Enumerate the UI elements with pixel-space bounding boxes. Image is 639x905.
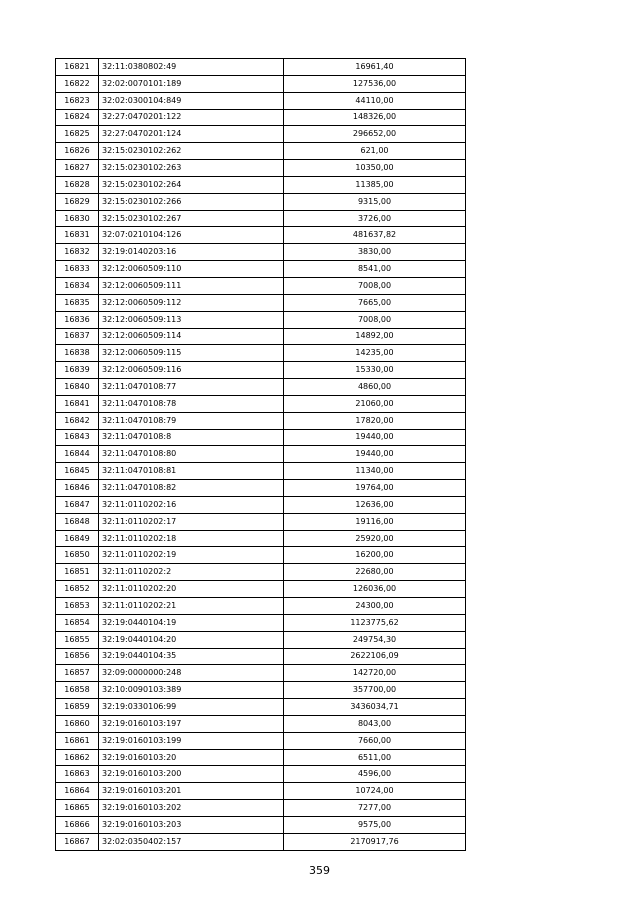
table-row — [56, 261, 466, 278]
value-cell: 22680,00 — [284, 564, 466, 581]
row-number-cell: 16830 — [56, 210, 99, 227]
cadastral-number-cell: 32:19:0440104:20 — [99, 631, 284, 648]
table-row — [56, 294, 466, 311]
value-cell: 16200,00 — [284, 547, 466, 564]
table-row — [56, 109, 466, 126]
cadastral-number-cell: 32:19:0160103:200 — [99, 766, 284, 783]
value-cell: 4596,00 — [284, 766, 466, 783]
value-cell: 24300,00 — [284, 598, 466, 615]
table-row — [56, 715, 466, 732]
value-cell: 19440,00 — [284, 429, 466, 446]
row-number-cell: 16829 — [56, 193, 99, 210]
value-cell: 621,00 — [284, 143, 466, 160]
table-row — [56, 530, 466, 547]
cadastral-number-cell: 32:11:0470108:77 — [99, 379, 284, 396]
row-number-cell: 16848 — [56, 513, 99, 530]
table-row — [56, 581, 466, 598]
table-row — [56, 598, 466, 615]
table-row — [56, 480, 466, 497]
cadastral-number-cell: 32:12:0060509:114 — [99, 328, 284, 345]
table-row — [56, 412, 466, 429]
cadastral-number-cell: 32:19:0330106:99 — [99, 699, 284, 716]
row-number-cell: 16843 — [56, 429, 99, 446]
value-cell: 25920,00 — [284, 530, 466, 547]
cadastral-number-cell: 32:12:0060509:115 — [99, 345, 284, 362]
cadastral-number-cell: 32:12:0060509:112 — [99, 294, 284, 311]
cadastral-number-cell: 32:19:0160103:20 — [99, 749, 284, 766]
row-number-cell: 16840 — [56, 379, 99, 396]
row-number-cell: 16826 — [56, 143, 99, 160]
value-cell: 16961,40 — [284, 59, 466, 76]
cadastral-number-cell: 32:19:0160103:202 — [99, 800, 284, 817]
row-number-cell: 16839 — [56, 362, 99, 379]
cadastral-number-cell: 32:15:0230102:263 — [99, 160, 284, 177]
value-cell: 2622106,09 — [284, 648, 466, 665]
cadastral-number-cell: 32:12:0060509:113 — [99, 311, 284, 328]
table-row — [56, 699, 466, 716]
value-cell: 7277,00 — [284, 800, 466, 817]
table-row — [56, 59, 466, 76]
table-row — [56, 816, 466, 833]
value-cell: 12636,00 — [284, 496, 466, 513]
row-number-cell: 16836 — [56, 311, 99, 328]
value-cell: 2170917,76 — [284, 833, 466, 850]
cadastral-number-cell: 32:12:0060509:116 — [99, 362, 284, 379]
table-row — [56, 227, 466, 244]
table-row — [56, 446, 466, 463]
row-number-cell: 16856 — [56, 648, 99, 665]
row-number-cell: 16847 — [56, 496, 99, 513]
row-number-cell: 16823 — [56, 92, 99, 109]
value-cell: 11340,00 — [284, 463, 466, 480]
value-cell: 127536,00 — [284, 75, 466, 92]
table-row — [56, 513, 466, 530]
cadastral-number-cell: 32:19:0160103:199 — [99, 732, 284, 749]
value-cell: 14892,00 — [284, 328, 466, 345]
cadastral-number-cell: 32:12:0060509:110 — [99, 261, 284, 278]
value-cell: 357700,00 — [284, 682, 466, 699]
cadastral-number-cell: 32:11:0110202:17 — [99, 513, 284, 530]
value-cell: 19116,00 — [284, 513, 466, 530]
data-table — [55, 58, 466, 851]
value-cell: 11385,00 — [284, 176, 466, 193]
cadastral-number-cell: 32:15:0230102:262 — [99, 143, 284, 160]
row-number-cell: 16838 — [56, 345, 99, 362]
row-number-cell: 16854 — [56, 614, 99, 631]
table-row — [56, 614, 466, 631]
cadastral-number-cell: 32:11:0110202:21 — [99, 598, 284, 615]
row-number-cell: 16862 — [56, 749, 99, 766]
row-number-cell: 16861 — [56, 732, 99, 749]
value-cell: 10724,00 — [284, 783, 466, 800]
value-cell: 14235,00 — [284, 345, 466, 362]
cadastral-number-cell: 32:02:0300104:849 — [99, 92, 284, 109]
cadastral-number-cell: 32:02:0350402:157 — [99, 833, 284, 850]
value-cell: 249754,30 — [284, 631, 466, 648]
table-row — [56, 362, 466, 379]
cadastral-number-cell: 32:15:0230102:267 — [99, 210, 284, 227]
table-row — [56, 783, 466, 800]
table-row — [56, 833, 466, 850]
cadastral-number-cell: 32:11:0110202:19 — [99, 547, 284, 564]
table-row — [56, 328, 466, 345]
value-cell: 19440,00 — [284, 446, 466, 463]
value-cell: 481637,82 — [284, 227, 466, 244]
table-row — [56, 564, 466, 581]
cadastral-number-cell: 32:11:0470108:80 — [99, 446, 284, 463]
row-number-cell: 16828 — [56, 176, 99, 193]
row-number-cell: 16841 — [56, 395, 99, 412]
cadastral-number-cell: 32:15:0230102:266 — [99, 193, 284, 210]
row-number-cell: 16837 — [56, 328, 99, 345]
row-number-cell: 16855 — [56, 631, 99, 648]
table-row — [56, 379, 466, 396]
value-cell: 19764,00 — [284, 480, 466, 497]
row-number-cell: 16857 — [56, 665, 99, 682]
value-cell: 21060,00 — [284, 395, 466, 412]
value-cell: 8541,00 — [284, 261, 466, 278]
row-number-cell: 16858 — [56, 682, 99, 699]
value-cell: 126036,00 — [284, 581, 466, 598]
cadastral-number-cell: 32:19:0160103:197 — [99, 715, 284, 732]
table-row — [56, 749, 466, 766]
row-number-cell: 16834 — [56, 277, 99, 294]
row-number-cell: 16852 — [56, 581, 99, 598]
table-row — [56, 496, 466, 513]
cadastral-number-cell: 32:27:0470201:122 — [99, 109, 284, 126]
page-number: 359 — [309, 864, 330, 877]
cadastral-number-cell: 32:19:0440104:35 — [99, 648, 284, 665]
row-number-cell: 16846 — [56, 480, 99, 497]
row-number-cell: 16851 — [56, 564, 99, 581]
row-number-cell: 16853 — [56, 598, 99, 615]
value-cell: 3726,00 — [284, 210, 466, 227]
table-body — [56, 59, 466, 851]
row-number-cell: 16865 — [56, 800, 99, 817]
value-cell: 7008,00 — [284, 311, 466, 328]
row-number-cell: 16842 — [56, 412, 99, 429]
table-row — [56, 395, 466, 412]
row-number-cell: 16867 — [56, 833, 99, 850]
table-row — [56, 92, 466, 109]
cadastral-number-cell: 32:11:0110202:20 — [99, 581, 284, 598]
cadastral-number-cell: 32:02:0070101:189 — [99, 75, 284, 92]
table-row — [56, 193, 466, 210]
row-number-cell: 16860 — [56, 715, 99, 732]
cadastral-number-cell: 32:10:0090103:389 — [99, 682, 284, 699]
row-number-cell: 16827 — [56, 160, 99, 177]
row-number-cell: 16844 — [56, 446, 99, 463]
cadastral-number-cell: 32:19:0440104:19 — [99, 614, 284, 631]
row-number-cell: 16849 — [56, 530, 99, 547]
table-row — [56, 143, 466, 160]
value-cell: 148326,00 — [284, 109, 466, 126]
table-row — [56, 311, 466, 328]
row-number-cell: 16833 — [56, 261, 99, 278]
value-cell: 15330,00 — [284, 362, 466, 379]
row-number-cell: 16831 — [56, 227, 99, 244]
value-cell: 17820,00 — [284, 412, 466, 429]
value-cell: 44110,00 — [284, 92, 466, 109]
cadastral-number-cell: 32:19:0160103:203 — [99, 816, 284, 833]
row-number-cell: 16864 — [56, 783, 99, 800]
value-cell: 10350,00 — [284, 160, 466, 177]
cadastral-number-cell: 32:11:0470108:78 — [99, 395, 284, 412]
table-row — [56, 160, 466, 177]
row-number-cell: 16835 — [56, 294, 99, 311]
value-cell: 9315,00 — [284, 193, 466, 210]
table-row — [56, 665, 466, 682]
value-cell: 7008,00 — [284, 277, 466, 294]
cadastral-number-cell: 32:19:0140203:16 — [99, 244, 284, 261]
cadastral-number-cell: 32:07:0210104:126 — [99, 227, 284, 244]
table-row — [56, 547, 466, 564]
table-row — [56, 682, 466, 699]
table-row — [56, 800, 466, 817]
value-cell: 296652,00 — [284, 126, 466, 143]
value-cell: 6511,00 — [284, 749, 466, 766]
value-cell: 3436034,71 — [284, 699, 466, 716]
table-row — [56, 648, 466, 665]
row-number-cell: 16825 — [56, 126, 99, 143]
table-row — [56, 766, 466, 783]
table-row — [56, 429, 466, 446]
table-row — [56, 210, 466, 227]
value-cell: 7665,00 — [284, 294, 466, 311]
table-row — [56, 126, 466, 143]
value-cell: 3830,00 — [284, 244, 466, 261]
cadastral-number-cell: 32:27:0470201:124 — [99, 126, 284, 143]
value-cell: 142720,00 — [284, 665, 466, 682]
value-cell: 7660,00 — [284, 732, 466, 749]
row-number-cell: 16863 — [56, 766, 99, 783]
row-number-cell: 16850 — [56, 547, 99, 564]
cadastral-number-cell: 32:11:0380802:49 — [99, 59, 284, 76]
table-row — [56, 277, 466, 294]
table-row — [56, 345, 466, 362]
row-number-cell: 16821 — [56, 59, 99, 76]
cadastral-number-cell: 32:11:0110202:2 — [99, 564, 284, 581]
table-row — [56, 631, 466, 648]
row-number-cell: 16866 — [56, 816, 99, 833]
table-row — [56, 244, 466, 261]
cadastral-number-cell: 32:12:0060509:111 — [99, 277, 284, 294]
cadastral-number-cell: 32:11:0470108:82 — [99, 480, 284, 497]
row-number-cell: 16824 — [56, 109, 99, 126]
cadastral-number-cell: 32:09:0000000:248 — [99, 665, 284, 682]
cadastral-number-cell: 32:11:0470108:8 — [99, 429, 284, 446]
table-row — [56, 75, 466, 92]
row-number-cell: 16859 — [56, 699, 99, 716]
value-cell: 9575,00 — [284, 816, 466, 833]
cadastral-number-cell: 32:11:0110202:16 — [99, 496, 284, 513]
value-cell: 4860,00 — [284, 379, 466, 396]
row-number-cell: 16845 — [56, 463, 99, 480]
cadastral-number-cell: 32:15:0230102:264 — [99, 176, 284, 193]
table-row — [56, 176, 466, 193]
value-cell: 1123775,62 — [284, 614, 466, 631]
table-row — [56, 463, 466, 480]
cadastral-number-cell: 32:11:0470108:81 — [99, 463, 284, 480]
cadastral-number-cell: 32:11:0470108:79 — [99, 412, 284, 429]
table-row — [56, 732, 466, 749]
row-number-cell: 16822 — [56, 75, 99, 92]
cadastral-number-cell: 32:19:0160103:201 — [99, 783, 284, 800]
row-number-cell: 16832 — [56, 244, 99, 261]
value-cell: 8043,00 — [284, 715, 466, 732]
cadastral-number-cell: 32:11:0110202:18 — [99, 530, 284, 547]
